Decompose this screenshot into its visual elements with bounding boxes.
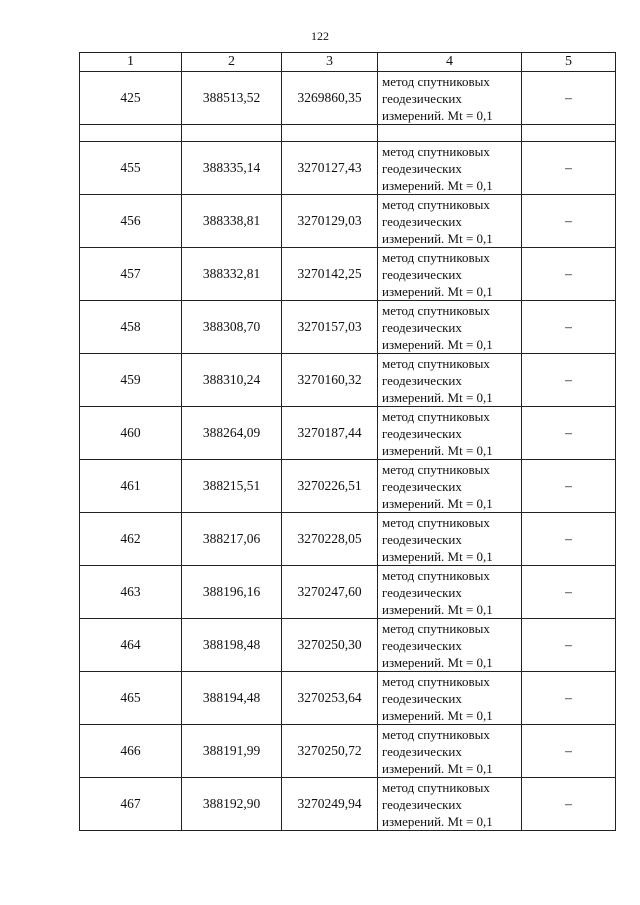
method-cell <box>378 72 522 125</box>
point-number-cell: 463 <box>80 566 182 619</box>
point-number-cell: 462 <box>80 513 182 566</box>
method-cell <box>378 513 522 566</box>
method-line: геодезических <box>382 743 462 759</box>
method-line: измерений. Mt = 0,1 <box>382 107 493 123</box>
gap-cell <box>80 125 182 142</box>
x-coordinate-cell: 388217,06 <box>182 513 282 566</box>
table-row <box>80 301 616 354</box>
method-cell <box>378 566 522 619</box>
table-row <box>80 513 616 566</box>
method-line: геодезических <box>382 319 462 335</box>
y-coordinate-cell: 3270187,44 <box>282 407 378 460</box>
note-cell: – <box>522 301 616 354</box>
header-col-3: 3 <box>282 53 378 72</box>
point-number-cell: 467 <box>80 778 182 831</box>
method-line: метод спутниковых <box>382 249 490 265</box>
method-line: метод спутниковых <box>382 514 490 530</box>
y-coordinate-cell: 3270228,05 <box>282 513 378 566</box>
method-line: геодезических <box>382 478 462 494</box>
table-row <box>80 619 616 672</box>
method-line: измерений. Mt = 0,1 <box>382 495 493 511</box>
y-coordinate-cell: 3270142,25 <box>282 248 378 301</box>
note-cell: – <box>522 195 616 248</box>
method-line: геодезических <box>382 90 462 106</box>
method-cell <box>378 195 522 248</box>
note-cell: – <box>522 460 616 513</box>
method-cell <box>378 407 522 460</box>
point-number-cell: 455 <box>80 142 182 195</box>
table-row <box>80 354 616 407</box>
method-line: измерений. Mt = 0,1 <box>382 177 493 193</box>
method-line: метод спутниковых <box>382 620 490 636</box>
x-coordinate-cell: 388332,81 <box>182 248 282 301</box>
point-number-cell: 461 <box>80 460 182 513</box>
method-line: метод спутниковых <box>382 567 490 583</box>
method-cell <box>378 142 522 195</box>
note-cell: – <box>522 725 616 778</box>
method-line: геодезических <box>382 690 462 706</box>
x-coordinate-cell: 388194,48 <box>182 672 282 725</box>
gap-cell <box>282 125 378 142</box>
y-coordinate-cell: 3270129,03 <box>282 195 378 248</box>
x-coordinate-cell: 388196,16 <box>182 566 282 619</box>
table-row <box>80 142 616 195</box>
x-coordinate-cell: 388264,09 <box>182 407 282 460</box>
x-coordinate-cell: 388310,24 <box>182 354 282 407</box>
note-cell: – <box>522 72 616 125</box>
table-gap-row <box>80 125 616 142</box>
point-number-cell: 464 <box>80 619 182 672</box>
x-coordinate-cell: 388215,51 <box>182 460 282 513</box>
method-cell <box>378 354 522 407</box>
method-line: геодезических <box>382 160 462 176</box>
header-row <box>80 53 616 72</box>
method-line: измерений. Mt = 0,1 <box>382 707 493 723</box>
method-cell <box>378 619 522 672</box>
method-cell <box>378 672 522 725</box>
method-line: метод спутниковых <box>382 355 490 371</box>
method-cell <box>378 778 522 831</box>
table-body <box>80 72 616 831</box>
x-coordinate-cell: 388513,52 <box>182 72 282 125</box>
method-line: метод спутниковых <box>382 726 490 742</box>
point-number-cell: 460 <box>80 407 182 460</box>
method-line: измерений. Mt = 0,1 <box>382 548 493 564</box>
method-cell <box>378 460 522 513</box>
point-number-cell: 459 <box>80 354 182 407</box>
note-cell: – <box>522 778 616 831</box>
point-number-cell: 425 <box>80 72 182 125</box>
x-coordinate-cell: 388192,90 <box>182 778 282 831</box>
note-cell: – <box>522 248 616 301</box>
header-col-1: 1 <box>80 53 182 72</box>
table-row <box>80 248 616 301</box>
method-line: измерений. Mt = 0,1 <box>382 336 493 352</box>
method-line: метод спутниковых <box>382 302 490 318</box>
note-cell: – <box>522 142 616 195</box>
method-line: метод спутниковых <box>382 461 490 477</box>
y-coordinate-cell: 3270253,64 <box>282 672 378 725</box>
point-number-cell: 465 <box>80 672 182 725</box>
table-row <box>80 460 616 513</box>
method-line: метод спутниковых <box>382 408 490 424</box>
table-row <box>80 72 616 125</box>
method-line: измерений. Mt = 0,1 <box>382 601 493 617</box>
method-line: измерений. Mt = 0,1 <box>382 813 493 829</box>
table-row <box>80 407 616 460</box>
method-line: измерений. Mt = 0,1 <box>382 654 493 670</box>
note-cell: – <box>522 619 616 672</box>
method-line: измерений. Mt = 0,1 <box>382 283 493 299</box>
method-line: метод спутниковых <box>382 73 490 89</box>
x-coordinate-cell: 388198,48 <box>182 619 282 672</box>
y-coordinate-cell: 3270226,51 <box>282 460 378 513</box>
y-coordinate-cell: 3269860,35 <box>282 72 378 125</box>
x-coordinate-cell: 388308,70 <box>182 301 282 354</box>
y-coordinate-cell: 3270127,43 <box>282 142 378 195</box>
point-number-cell: 457 <box>80 248 182 301</box>
x-coordinate-cell: 388338,81 <box>182 195 282 248</box>
method-line: геодезических <box>382 425 462 441</box>
note-cell: – <box>522 407 616 460</box>
y-coordinate-cell: 3270250,30 <box>282 619 378 672</box>
method-line: измерений. Mt = 0,1 <box>382 389 493 405</box>
x-coordinate-cell: 388335,14 <box>182 142 282 195</box>
method-line: геодезических <box>382 637 462 653</box>
note-cell: – <box>522 354 616 407</box>
table-row <box>80 672 616 725</box>
method-cell <box>378 725 522 778</box>
table-row <box>80 725 616 778</box>
header-col-4: 4 <box>378 53 522 72</box>
method-cell <box>378 301 522 354</box>
page-number: 122 <box>311 29 329 43</box>
x-coordinate-cell: 388191,99 <box>182 725 282 778</box>
method-line: метод спутниковых <box>382 196 490 212</box>
method-line: измерений. Mt = 0,1 <box>382 760 493 776</box>
method-line: геодезических <box>382 796 462 812</box>
y-coordinate-cell: 3270249,94 <box>282 778 378 831</box>
header-col-2: 2 <box>182 53 282 72</box>
y-coordinate-cell: 3270160,32 <box>282 354 378 407</box>
method-line: измерений. Mt = 0,1 <box>382 442 493 458</box>
gap-cell <box>182 125 282 142</box>
point-number-cell: 456 <box>80 195 182 248</box>
table-row <box>80 778 616 831</box>
coordinates-table <box>79 52 616 831</box>
note-cell: – <box>522 672 616 725</box>
method-line: метод спутниковых <box>382 779 490 795</box>
point-number-cell: 458 <box>80 301 182 354</box>
y-coordinate-cell: 3270247,60 <box>282 566 378 619</box>
header-col-5: 5 <box>522 53 616 72</box>
gap-cell <box>378 125 522 142</box>
method-cell <box>378 248 522 301</box>
method-line: метод спутниковых <box>382 143 490 159</box>
method-line: геодезических <box>382 372 462 388</box>
method-line: геодезических <box>382 213 462 229</box>
point-number-cell: 466 <box>80 725 182 778</box>
method-line: измерений. Mt = 0,1 <box>382 230 493 246</box>
y-coordinate-cell: 3270250,72 <box>282 725 378 778</box>
method-line: геодезических <box>382 531 462 547</box>
method-line: метод спутниковых <box>382 673 490 689</box>
table-row <box>80 566 616 619</box>
y-coordinate-cell: 3270157,03 <box>282 301 378 354</box>
note-cell: – <box>522 566 616 619</box>
gap-cell <box>522 125 616 142</box>
table-row <box>80 195 616 248</box>
note-cell: – <box>522 513 616 566</box>
method-line: геодезических <box>382 266 462 282</box>
method-line: геодезических <box>382 584 462 600</box>
